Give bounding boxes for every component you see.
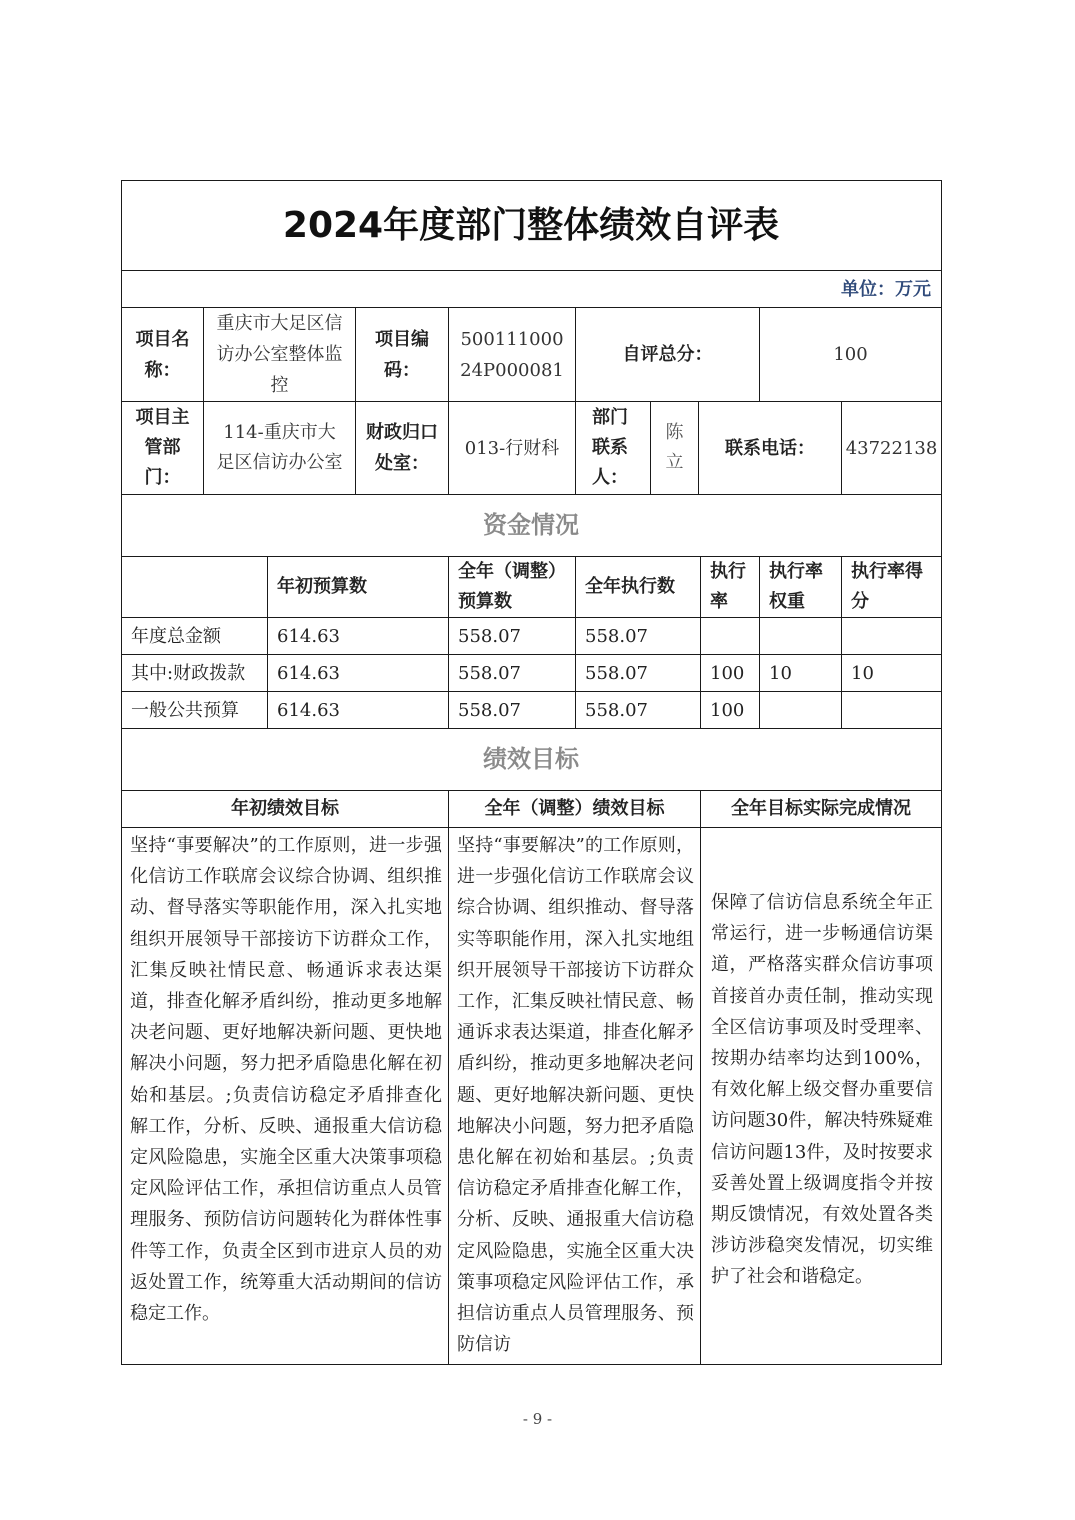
initial-goal-text: 坚持“事要解决”的工作原则，进一步强化信访工作联席会议综合协调、组织推动、督导落实等职能作用，深入扎实地组织开展领导干部接访下访群众工作，汇集反映社情民意、畅通诉求表达渠道，排查化解矛盾纠纷，推动更多地解决老问题、更好地解决新问题、更快地解决小问题，努力把矛盾隐患化解在初始和基层。;负责信访稳定矛盾排查化解工作，分析、反映、通报重大信访稳定风险隐患，实施全区重大决策事项稳定风险评估工作，承担信访重点人员管理服务、预防信访问题转化为群体性事件等工作，负责全区到市进京人员的劝返处置工作，统筹重大活动期间的信访稳定工作。	[130, 835, 442, 1325]
funding-cell-adjusted: 558.07	[458, 662, 521, 684]
funding-cell-executed: 558.07	[585, 699, 648, 721]
funding-section-title: 资金情况	[483, 511, 579, 539]
funding-cell-initial: 614.63	[277, 662, 340, 684]
funding-cell-initial: 614.63	[277, 699, 340, 721]
funding-header-weight: 执行率权重	[769, 561, 823, 612]
project-code-value: 50011100024P000081	[460, 328, 564, 381]
funding-cell-rate: 100	[710, 699, 745, 721]
performance-section-title: 绩效目标	[483, 745, 579, 773]
adjusted-goal-text: 坚持“事要解决”的工作原则，进一步强化信访工作联席会议综合协调、组织推动、督导落实等职能作用，深入扎实地组织开展领导干部接访下访群众工作，汇集反映社情民意、畅通诉求表达渠道，排查化解矛盾纠纷，推动更多地解决老问题、更好地解决新问题、更快地解决小问题，努力把矛盾隐患化解在初始和基层。;负责信访稳定矛盾排查化解工作，分析、反映、通报重大信访稳定风险隐患，实施全区重大决策事项稳定风险评估工作，承担信访重点人员管理服务、预防信访	[457, 835, 694, 1356]
header-actual-completion: 全年目标实际完成情况	[731, 798, 911, 819]
dept-label: 项目主管部门：	[135, 407, 190, 488]
finance-office-label: 财政归口处室：	[366, 422, 438, 474]
funding-header-rate: 执行率	[710, 561, 746, 612]
funding-cell-score: 10	[851, 662, 874, 684]
funding-cell-weight	[760, 618, 841, 654]
funding-cell-weight	[760, 692, 841, 728]
finance-office-value: 013-行财科	[464, 437, 560, 459]
funding-cell-adjusted: 558.07	[458, 699, 521, 721]
funding-header-blank	[122, 557, 267, 617]
funding-row-label: 其中:财政拨款	[131, 662, 246, 684]
project-name-value: 重庆市大足区信访办公室整体监控	[216, 313, 343, 396]
funding-cell-executed: 558.07	[585, 662, 648, 684]
funding-cell-rate: 100	[710, 662, 745, 684]
page-title: 2024年度部门整体绩效自评表	[282, 205, 780, 246]
funding-cell-score	[842, 692, 941, 728]
funding-row-label: 年度总金额	[131, 625, 221, 647]
self-score-label: 自评总分：	[622, 344, 713, 365]
funding-cell-initial: 614.63	[277, 625, 340, 647]
header-adjusted-goal: 全年（调整）绩效目标	[484, 798, 665, 819]
funding-cell-score	[842, 618, 941, 654]
actual-completion-text: 保障了信访信息系统全年正常运行，进一步畅通信访渠道，严格落实群众信访事项首接首办责任制，推动实现全区信访事项及时受理率、按期办结率均达到100%，有效化解上级交督办重要信访问题30件，解决特殊疑难信访问题13件，及时按要求妥善处置上级调度指令并按期反馈情况，有效处置各类涉访涉稳突发情况，切实维护了社会和谐稳定。	[711, 892, 933, 1288]
contact-label: 部门联系人：	[592, 407, 628, 488]
phone-value: 43722138	[845, 437, 938, 459]
funding-cell-weight: 10	[769, 662, 792, 684]
funding-header-adjusted: 全年（调整）预算数	[458, 561, 566, 612]
phone-label: 联系电话：	[725, 437, 815, 459]
funding-cell-rate	[701, 618, 759, 654]
project-name-label: 项目名称：	[135, 328, 190, 381]
funding-row-label: 一般公共预算	[131, 699, 239, 721]
unit-label: 单位：万元	[841, 278, 931, 300]
contact-value: 陈立	[665, 422, 684, 473]
funding-header-score: 执行率得分	[851, 561, 923, 612]
funding-header-initial: 年初预算数	[277, 576, 367, 597]
project-code-label: 项目编码：	[375, 328, 429, 381]
funding-cell-executed: 558.07	[585, 625, 648, 647]
header-initial-goal: 年初绩效目标	[231, 798, 339, 819]
page-number: - 9 -	[522, 1410, 553, 1428]
funding-header-executed: 全年执行数	[585, 576, 675, 597]
funding-cell-adjusted: 558.07	[458, 625, 521, 647]
dept-value: 114-重庆市大足区信访办公室	[216, 422, 343, 473]
self-score-value: 100	[833, 344, 868, 365]
